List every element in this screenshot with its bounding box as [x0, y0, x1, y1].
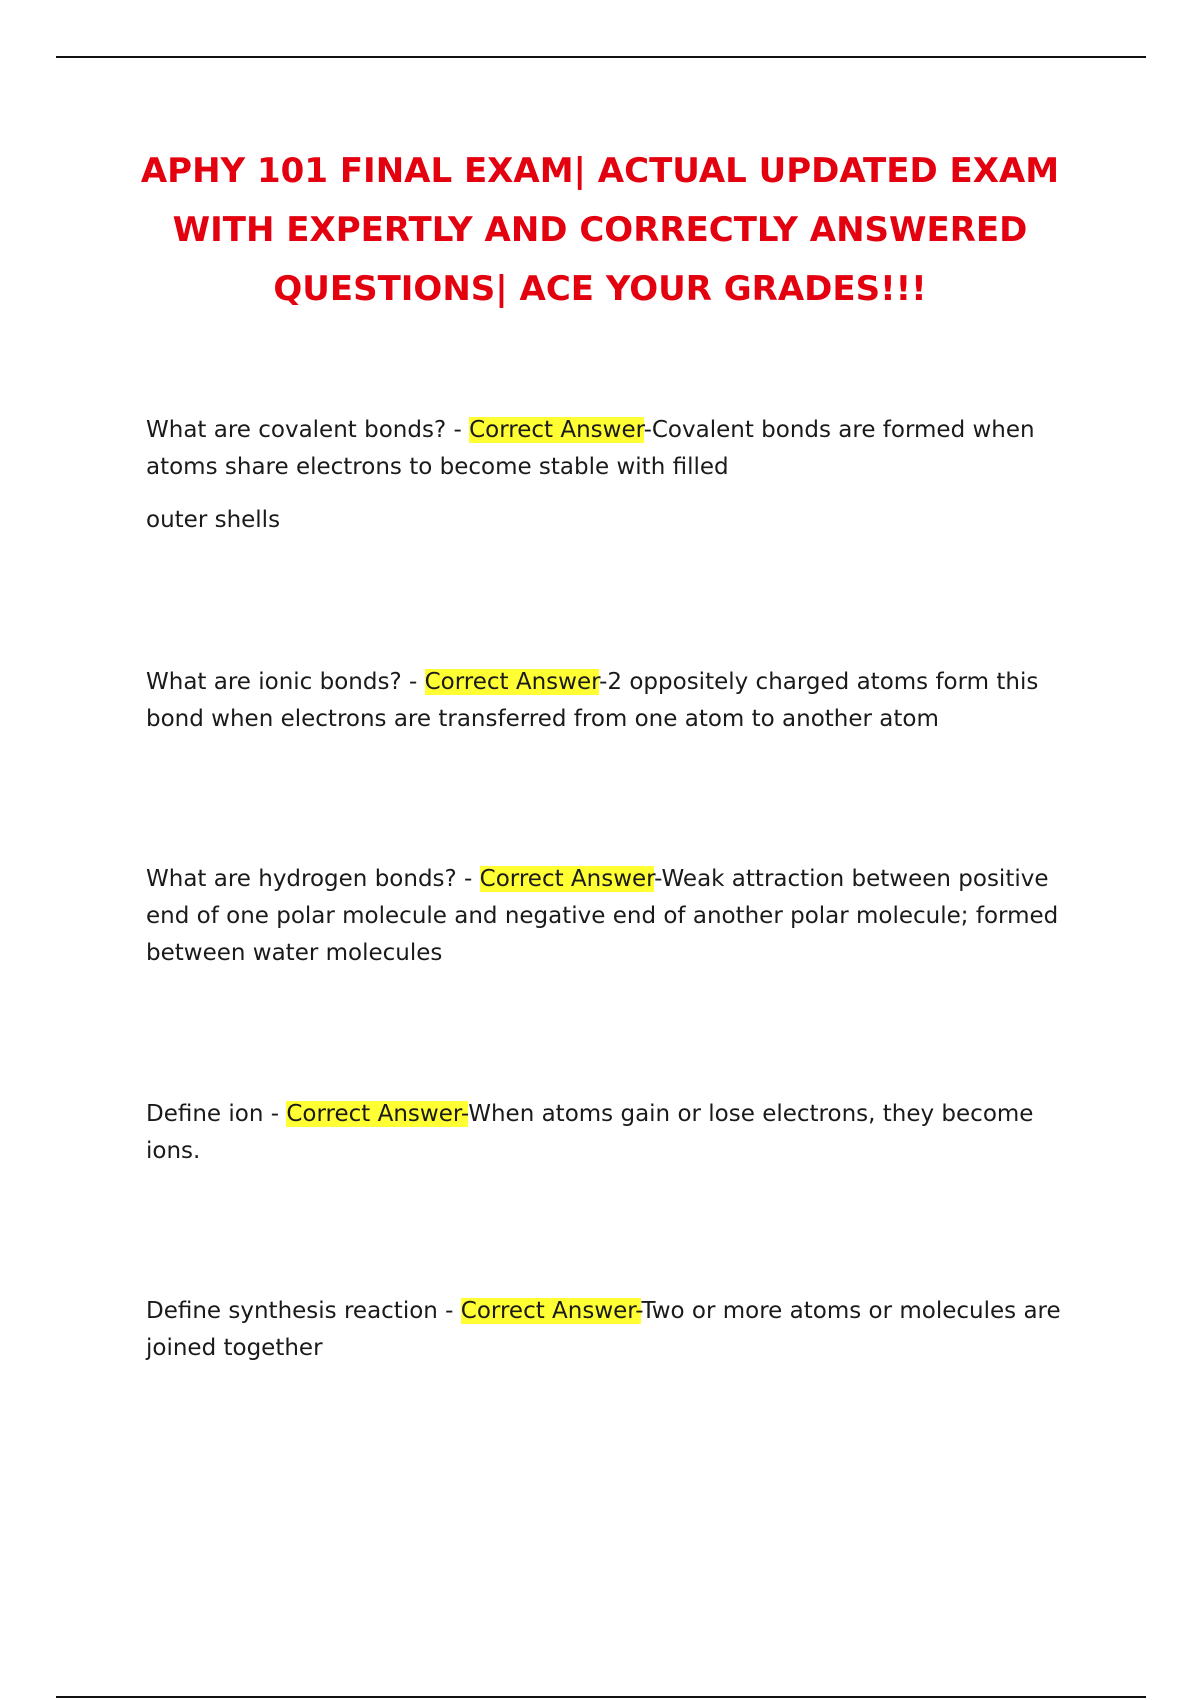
bottom-divider	[56, 1696, 1146, 1698]
question-text: What are ionic bonds? -	[146, 669, 425, 695]
answer-continuation: outer shells	[146, 507, 281, 533]
answer-text: -Covalent bonds are formed when atoms share electrons to become stable with filled	[146, 417, 1035, 480]
question-text: Define ion -	[146, 1101, 287, 1127]
title-line-3: QUESTIONS| ACE YOUR GRADES!!!	[273, 269, 927, 309]
qa-item-ionic-bonds	[146, 664, 1076, 738]
title-line-2: WITH EXPERTLY AND CORRECTLY ANSWERED	[172, 210, 1028, 250]
answer-text: Two or more atoms or molecules are joined together	[146, 1298, 1061, 1361]
top-divider	[56, 56, 1146, 58]
correct-answer-label: Correct Answer	[424, 669, 600, 695]
answer-text: When atoms gain or lose electrons, they become ions.	[146, 1101, 1034, 1164]
qa-item-covalent-bonds	[146, 412, 1076, 486]
correct-answer-label: Correct Answer	[479, 866, 655, 892]
correct-answer-label: Correct Answer-	[460, 1298, 642, 1324]
title-line-1: APHY 101 FINAL EXAM| ACTUAL UPDATED EXAM	[140, 151, 1060, 191]
question-text: Define synthesis reaction -	[146, 1298, 461, 1324]
correct-answer-label: Correct Answer	[469, 417, 644, 443]
qa-item-hydrogen-bonds	[146, 861, 1076, 972]
answer-text: -Weak attraction between positive end of one polar molecule and negative end of another polar molecule; formed between water molecules	[146, 866, 1059, 966]
page-title	[100, 142, 1100, 319]
qa-item-ion	[146, 1096, 1076, 1170]
correct-answer-label: Correct Answer-	[286, 1101, 469, 1127]
qa-item-synthesis-reaction	[146, 1293, 1076, 1367]
question-text: What are hydrogen bonds? -	[146, 866, 480, 892]
answer-text: -2 oppositely charged atoms form this bond when electrons are transferred from one atom to another atom	[146, 669, 1039, 732]
question-text: What are covalent bonds? -	[146, 417, 470, 443]
